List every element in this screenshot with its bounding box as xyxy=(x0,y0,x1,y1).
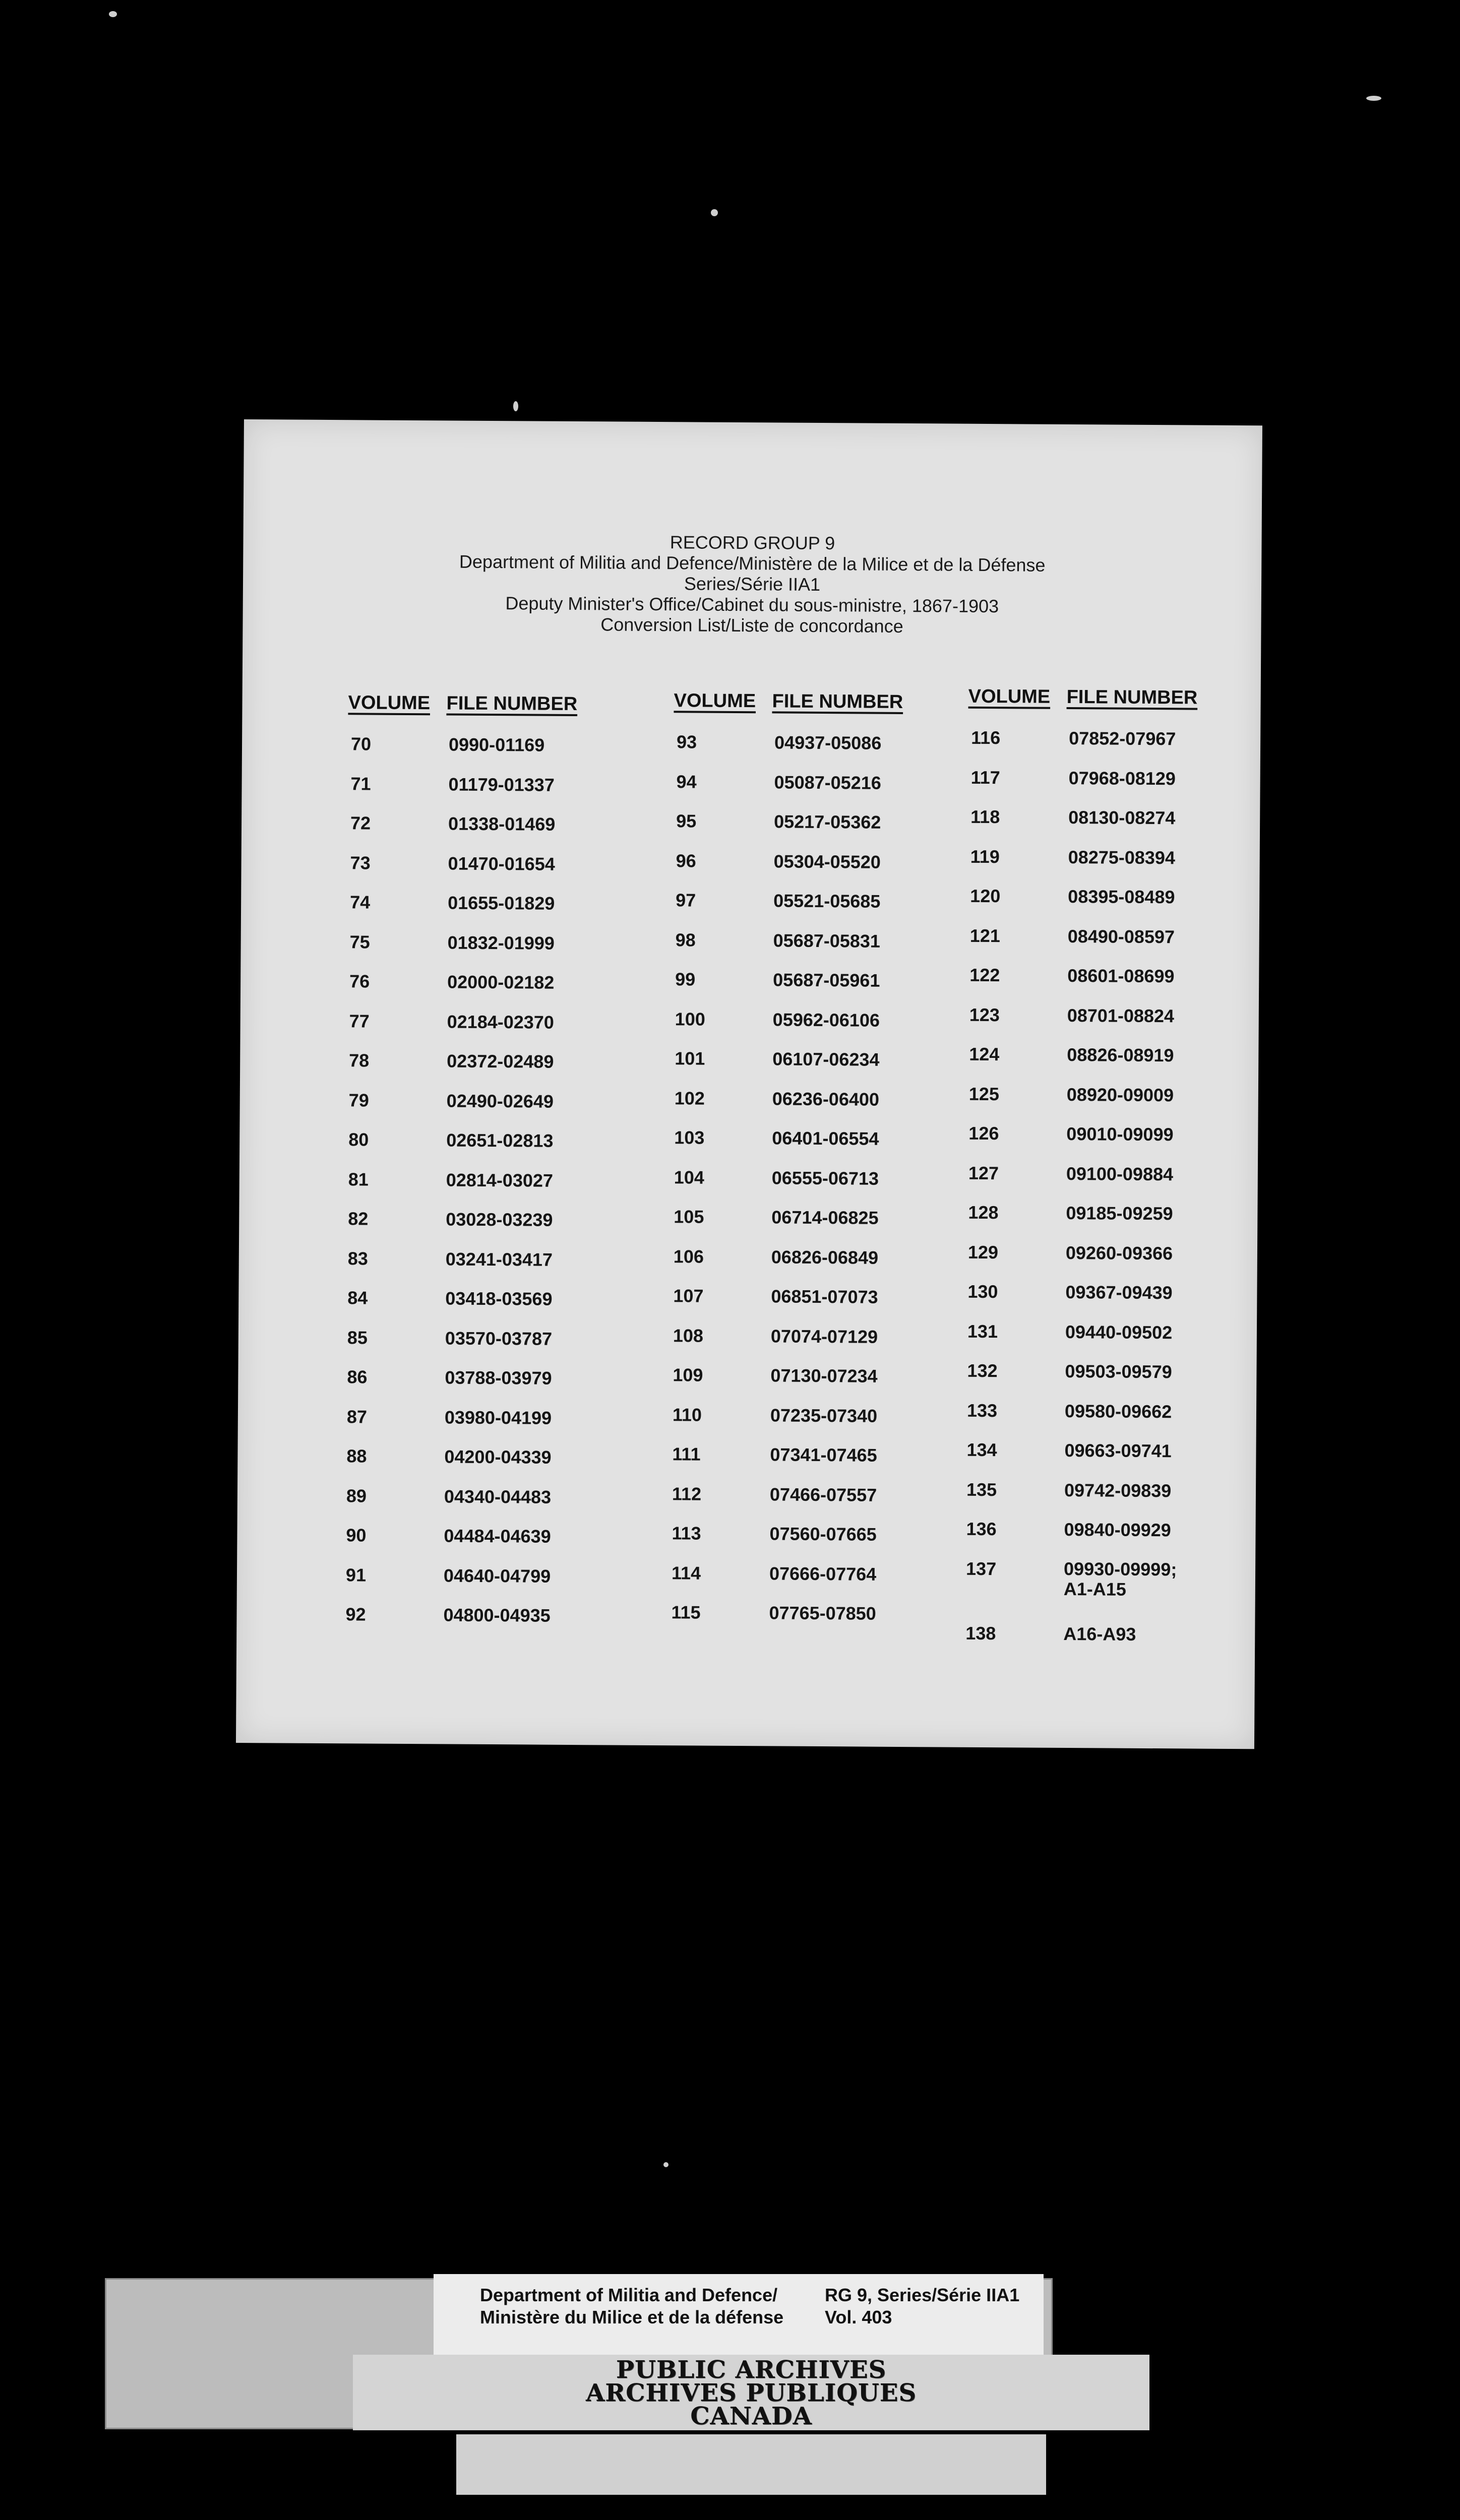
label-series: RG 9, Series/Série IIA1 xyxy=(825,2285,1020,2305)
file-number-cell: 08920-09009 xyxy=(1066,1084,1174,1105)
volume-cell: 77 xyxy=(349,1010,370,1032)
table-row xyxy=(963,1439,1286,1481)
file-number-cell: 02372-02489 xyxy=(447,1050,554,1072)
film-speck xyxy=(109,11,117,17)
volume-cell: 88 xyxy=(346,1445,367,1467)
volume-cell: 132 xyxy=(967,1360,998,1381)
volume-cell: 113 xyxy=(672,1523,701,1544)
file-number-cell: 08826-08919 xyxy=(1067,1044,1174,1066)
file-number-cell: 09010-09099 xyxy=(1066,1123,1174,1145)
volume-cell: 89 xyxy=(346,1485,367,1506)
table-row xyxy=(346,1050,668,1091)
volume-cell: 99 xyxy=(675,969,696,990)
file-number-cell: 08601-08699 xyxy=(1067,965,1175,987)
volume-cell: 107 xyxy=(673,1285,704,1306)
table-row xyxy=(968,727,1291,769)
volume-cell: 87 xyxy=(346,1406,368,1427)
volume-cell: 70 xyxy=(350,733,372,754)
file-number-cell: 05962-06106 xyxy=(772,1009,880,1031)
table-row xyxy=(672,1048,994,1089)
file-number-cell: 0990-01169 xyxy=(448,734,545,755)
table-row xyxy=(345,1208,667,1249)
volume-cell: 111 xyxy=(672,1443,701,1465)
file-number-cell: 02000-02182 xyxy=(447,971,555,993)
volume-cell: 83 xyxy=(347,1247,369,1269)
volume-cell: 124 xyxy=(969,1043,1000,1065)
volume-cell: 91 xyxy=(345,1564,367,1586)
file-number-cell: 07341-07465 xyxy=(770,1444,877,1466)
volume-cell: 115 xyxy=(671,1602,701,1623)
table-row xyxy=(343,1564,665,1606)
volume-cell: 108 xyxy=(673,1325,704,1346)
table-row xyxy=(963,1519,1286,1560)
file-number-cell: 07074-07129 xyxy=(770,1325,878,1347)
file-number-cell: 01832-01999 xyxy=(447,931,555,954)
volume-cell: 78 xyxy=(349,1050,370,1071)
volume-cell: 121 xyxy=(969,925,1000,946)
file-number-cell: 05304-05520 xyxy=(773,850,881,872)
table-row xyxy=(671,1167,993,1208)
volume-cell: 134 xyxy=(966,1439,997,1461)
column-header xyxy=(348,692,671,724)
file-number-cell: 04340-04483 xyxy=(444,1485,552,1507)
file-number-cell: 09663-09741 xyxy=(1064,1439,1172,1462)
file-number-cell: 07968-08129 xyxy=(1068,767,1176,789)
label-department-fr: Ministère du Milice et de la défense xyxy=(480,2307,784,2327)
volume-cell: 136 xyxy=(966,1518,997,1540)
table-row xyxy=(347,773,670,814)
table-row xyxy=(346,971,669,1012)
table-row xyxy=(672,929,995,971)
file-number-cell: 09503-09579 xyxy=(1065,1360,1172,1382)
volume-cell: 86 xyxy=(347,1366,368,1388)
table-row xyxy=(343,1485,666,1527)
volume-cell: 129 xyxy=(967,1241,999,1263)
file-number-cell: 06826-06849 xyxy=(771,1246,879,1268)
file-number-cell: 04937-05086 xyxy=(774,732,882,753)
volume-cell: 118 xyxy=(970,806,1000,828)
volume-cell: 106 xyxy=(673,1245,704,1267)
volume-cell: 95 xyxy=(676,810,697,832)
volume-cell: 94 xyxy=(676,771,697,792)
stamp-canada: CANADA xyxy=(690,2402,812,2430)
film-speck xyxy=(711,209,718,216)
table-row xyxy=(670,1285,993,1327)
volume-cell: 138 xyxy=(965,1622,996,1644)
table-row xyxy=(966,1083,1289,1124)
file-number-cell: 09440-09502 xyxy=(1065,1321,1173,1343)
table-row xyxy=(674,731,996,773)
file-number-cell: 08130-08274 xyxy=(1068,807,1176,829)
file-number-cell: 07560-07665 xyxy=(769,1523,877,1545)
table-row xyxy=(670,1404,992,1445)
file-number-cell: 04200-04339 xyxy=(444,1446,552,1468)
table-row xyxy=(347,892,670,933)
table-row xyxy=(673,810,996,852)
table-row xyxy=(348,733,671,775)
file-number-cell: 02490-02649 xyxy=(446,1090,554,1112)
volume-cell: 135 xyxy=(966,1479,997,1500)
table-row xyxy=(668,1562,991,1604)
file-number-cell: 09260-09366 xyxy=(1065,1242,1173,1264)
volume-cell: 122 xyxy=(969,964,1000,986)
document-header xyxy=(242,529,1261,639)
table-row xyxy=(346,1011,668,1052)
document-page xyxy=(236,419,1262,1749)
file-number-cell: 04484-04639 xyxy=(444,1525,551,1547)
table-row xyxy=(962,1622,1285,1664)
volume-cell: 102 xyxy=(674,1087,705,1109)
stamp-archives-publiques: ARCHIVES PUBLIQUES xyxy=(586,2379,917,2407)
table-row xyxy=(347,852,670,894)
file-number-cell: 07235-07340 xyxy=(770,1404,878,1426)
file-number-cell: 07666-07764 xyxy=(769,1562,877,1585)
table-row xyxy=(344,1366,666,1408)
file-number-cell: 05687-05961 xyxy=(773,969,880,991)
volume-cell: 84 xyxy=(347,1287,368,1308)
table-row xyxy=(672,1009,994,1050)
file-number-cell: 01470-01654 xyxy=(448,852,555,874)
volume-cell: 123 xyxy=(969,1004,1000,1025)
file-number-cell: 06555-06713 xyxy=(771,1167,879,1189)
film-speck xyxy=(513,401,518,411)
volume-cell: 73 xyxy=(350,852,371,873)
table-row xyxy=(963,1479,1286,1520)
volume-cell: 96 xyxy=(676,850,696,871)
volume-cell: 72 xyxy=(350,812,371,834)
table-row xyxy=(343,1525,665,1566)
table-row xyxy=(671,1088,994,1129)
file-number-cell: 05087-05216 xyxy=(774,771,881,793)
table-row xyxy=(673,850,995,892)
file-number-cell: 01655-01829 xyxy=(448,892,555,914)
volume-cell: 90 xyxy=(346,1525,367,1546)
table-row xyxy=(345,1129,668,1170)
table-row xyxy=(344,1248,667,1289)
volume-cell: 75 xyxy=(349,931,370,953)
file-number-cell: 08395-08489 xyxy=(1068,886,1175,908)
table-row xyxy=(967,806,1290,848)
file-number-cell: 08701-08824 xyxy=(1067,1004,1175,1026)
office-title: Deputy Minister's Office/Cabinet du sous-ministre, 1867-1903 xyxy=(505,593,999,617)
file-number-cell: 03980-04199 xyxy=(444,1406,552,1428)
table-row xyxy=(967,886,1290,927)
file-number-cell: 09742-09839 xyxy=(1064,1479,1172,1501)
table-row xyxy=(342,1604,665,1645)
volume-cell: 130 xyxy=(967,1281,998,1302)
table-row xyxy=(966,925,1289,966)
volume-cell: 133 xyxy=(966,1400,998,1421)
table-row xyxy=(343,1445,666,1487)
table-column-3 xyxy=(962,686,1291,1664)
table-row xyxy=(668,1602,991,1643)
table-row xyxy=(965,1202,1288,1243)
file-number-cell: 08275-08394 xyxy=(1068,846,1176,868)
table-row xyxy=(345,1090,668,1131)
archive-label-card xyxy=(434,2274,1044,2355)
volume-cell: 120 xyxy=(970,885,1001,907)
volume-cell: 104 xyxy=(674,1166,705,1188)
label-volume: Vol. 403 xyxy=(825,2307,892,2327)
table-rows xyxy=(668,731,999,1643)
volume-cell: 103 xyxy=(674,1127,705,1148)
list-title: Conversion List/Liste de concordance xyxy=(600,614,903,637)
column-header xyxy=(674,690,996,722)
file-number-cell: 09930-09999; xyxy=(1063,1558,1177,1580)
file-number-cell: A16-A93 xyxy=(1063,1623,1136,1645)
volume-cell: 105 xyxy=(674,1206,704,1227)
table-row xyxy=(669,1443,992,1485)
table-row xyxy=(965,1123,1288,1164)
file-number-cell: 08490-08597 xyxy=(1067,925,1175,947)
file-number-cell: 09185-09259 xyxy=(1066,1202,1173,1224)
table-row xyxy=(964,1281,1287,1322)
file-number-heading: FILE NUMBER xyxy=(772,690,903,713)
file-number-cell: 09580-09662 xyxy=(1064,1400,1172,1422)
table-row xyxy=(965,1241,1288,1283)
table-row xyxy=(671,1206,993,1247)
file-number-cell: 05687-05831 xyxy=(773,929,881,952)
file-number-cell: 04800-04935 xyxy=(443,1604,551,1626)
table-row xyxy=(345,1169,667,1210)
label-department-en: Department of Militia and Defence/ xyxy=(480,2285,778,2305)
volume-cell: 85 xyxy=(347,1327,368,1348)
volume-cell: 131 xyxy=(967,1320,998,1342)
volume-cell: 116 xyxy=(971,727,1001,748)
file-number-cell: 01179-01337 xyxy=(448,773,555,795)
volume-cell: 71 xyxy=(350,773,371,794)
volume-cell: 74 xyxy=(350,892,371,913)
volume-cell: 98 xyxy=(675,929,696,950)
file-number-cell: 06107-06234 xyxy=(772,1048,880,1070)
table-row xyxy=(966,965,1289,1006)
table-row xyxy=(673,890,995,931)
table-column-2 xyxy=(668,690,1000,1643)
file-number-heading: FILE NUMBER xyxy=(446,692,578,715)
stamp-public-archives: PUBLIC ARCHIVES xyxy=(616,2356,887,2384)
table-row xyxy=(670,1325,993,1366)
column-header xyxy=(968,686,1291,718)
table-row xyxy=(671,1127,994,1168)
series-title: Series/Série IIA1 xyxy=(684,573,821,595)
table-row xyxy=(963,1558,1286,1619)
volume-cell: 101 xyxy=(675,1048,705,1069)
table-row xyxy=(668,1523,991,1564)
file-number-cell: 05521-05685 xyxy=(773,890,881,912)
table-row xyxy=(344,1406,666,1447)
table-row xyxy=(967,846,1290,887)
file-number-cell: 02651-02813 xyxy=(446,1129,554,1151)
volume-heading: VOLUME xyxy=(968,685,1051,708)
table-row xyxy=(669,1483,992,1525)
volume-cell: 126 xyxy=(968,1122,999,1144)
volume-heading: VOLUME xyxy=(674,690,756,712)
volume-cell: 100 xyxy=(675,1008,705,1030)
table-row xyxy=(673,771,996,812)
file-number-cell: 07130-07234 xyxy=(770,1365,878,1387)
table-row xyxy=(964,1360,1287,1402)
volume-cell: 125 xyxy=(968,1083,1000,1104)
table-rows xyxy=(962,727,1291,1664)
file-number-cell: 02184-02370 xyxy=(447,1011,555,1033)
volume-cell: 117 xyxy=(970,767,1000,788)
volume-cell: 128 xyxy=(968,1202,999,1223)
table-row xyxy=(965,1162,1288,1204)
department-title: Department of Militia and Defence/Ministère de la Milice et de la Défense xyxy=(459,551,1046,576)
table-row xyxy=(671,1246,993,1287)
volume-cell: 112 xyxy=(672,1483,702,1504)
file-number-cell: 09100-09884 xyxy=(1066,1163,1174,1184)
table-row xyxy=(670,1364,992,1406)
volume-cell: 79 xyxy=(348,1089,369,1111)
volume-cell: 114 xyxy=(671,1562,701,1584)
file-number-cell: 09367-09439 xyxy=(1065,1281,1173,1303)
table-row xyxy=(347,812,670,854)
volume-cell: 109 xyxy=(673,1364,703,1385)
file-number-cell: 03028-03239 xyxy=(446,1209,553,1230)
file-number-cell: 03788-03979 xyxy=(445,1367,552,1389)
table-row xyxy=(966,1044,1289,1085)
file-number-cell: 06714-06825 xyxy=(771,1207,879,1228)
file-number-cell: 05217-05362 xyxy=(774,811,881,833)
film-speck xyxy=(663,2162,668,2167)
file-number-cell: 07765-07850 xyxy=(769,1602,876,1624)
table-rows xyxy=(342,733,671,1645)
file-number-heading: FILE NUMBER xyxy=(1066,686,1198,709)
table-row xyxy=(967,767,1290,808)
volume-cell: 119 xyxy=(970,846,1000,867)
file-number-cell: 03241-03417 xyxy=(445,1248,553,1270)
table-row xyxy=(346,931,669,973)
file-number-cell: 07852-07967 xyxy=(1069,728,1176,749)
file-number-cell: 01338-01469 xyxy=(448,813,556,835)
volume-cell: 80 xyxy=(348,1129,369,1150)
volume-cell: 110 xyxy=(672,1404,702,1425)
file-number-cell: 04640-04799 xyxy=(443,1564,551,1587)
volume-cell: 81 xyxy=(348,1168,369,1190)
file-number-cell: 06236-06400 xyxy=(772,1088,880,1110)
file-number-cell: 09840-09929 xyxy=(1064,1519,1171,1541)
volume-cell: 92 xyxy=(345,1604,366,1625)
file-number-cell: 02814-03027 xyxy=(446,1169,554,1191)
table-row xyxy=(344,1287,667,1329)
table-row xyxy=(964,1400,1287,1441)
table-row xyxy=(966,1004,1289,1045)
volume-cell: 97 xyxy=(676,890,696,911)
table-row xyxy=(344,1327,667,1368)
file-number-cell: 06401-06554 xyxy=(772,1127,879,1149)
file-number-cell: 03570-03787 xyxy=(445,1327,553,1349)
file-number-cell: 06851-07073 xyxy=(771,1286,878,1307)
volume-heading: VOLUME xyxy=(348,692,431,714)
file-number-cell: 07466-07557 xyxy=(769,1483,877,1505)
archive-label-strip xyxy=(456,2434,1046,2495)
volume-cell: 137 xyxy=(965,1558,997,1579)
film-speck xyxy=(1366,96,1381,101)
volume-cell: 93 xyxy=(676,731,697,752)
table-row xyxy=(672,969,995,1010)
file-number-cell-continued: A1-A15 xyxy=(1063,1578,1127,1600)
volume-cell: 82 xyxy=(348,1208,369,1229)
record-group-title: RECORD GROUP 9 xyxy=(670,532,835,554)
file-number-cell: 03418-03569 xyxy=(445,1288,553,1309)
archive-stamp xyxy=(353,2355,1149,2430)
volume-cell: 76 xyxy=(349,971,370,992)
table-row xyxy=(964,1320,1287,1362)
volume-cell: 127 xyxy=(968,1162,999,1183)
table-column-1 xyxy=(342,692,671,1645)
